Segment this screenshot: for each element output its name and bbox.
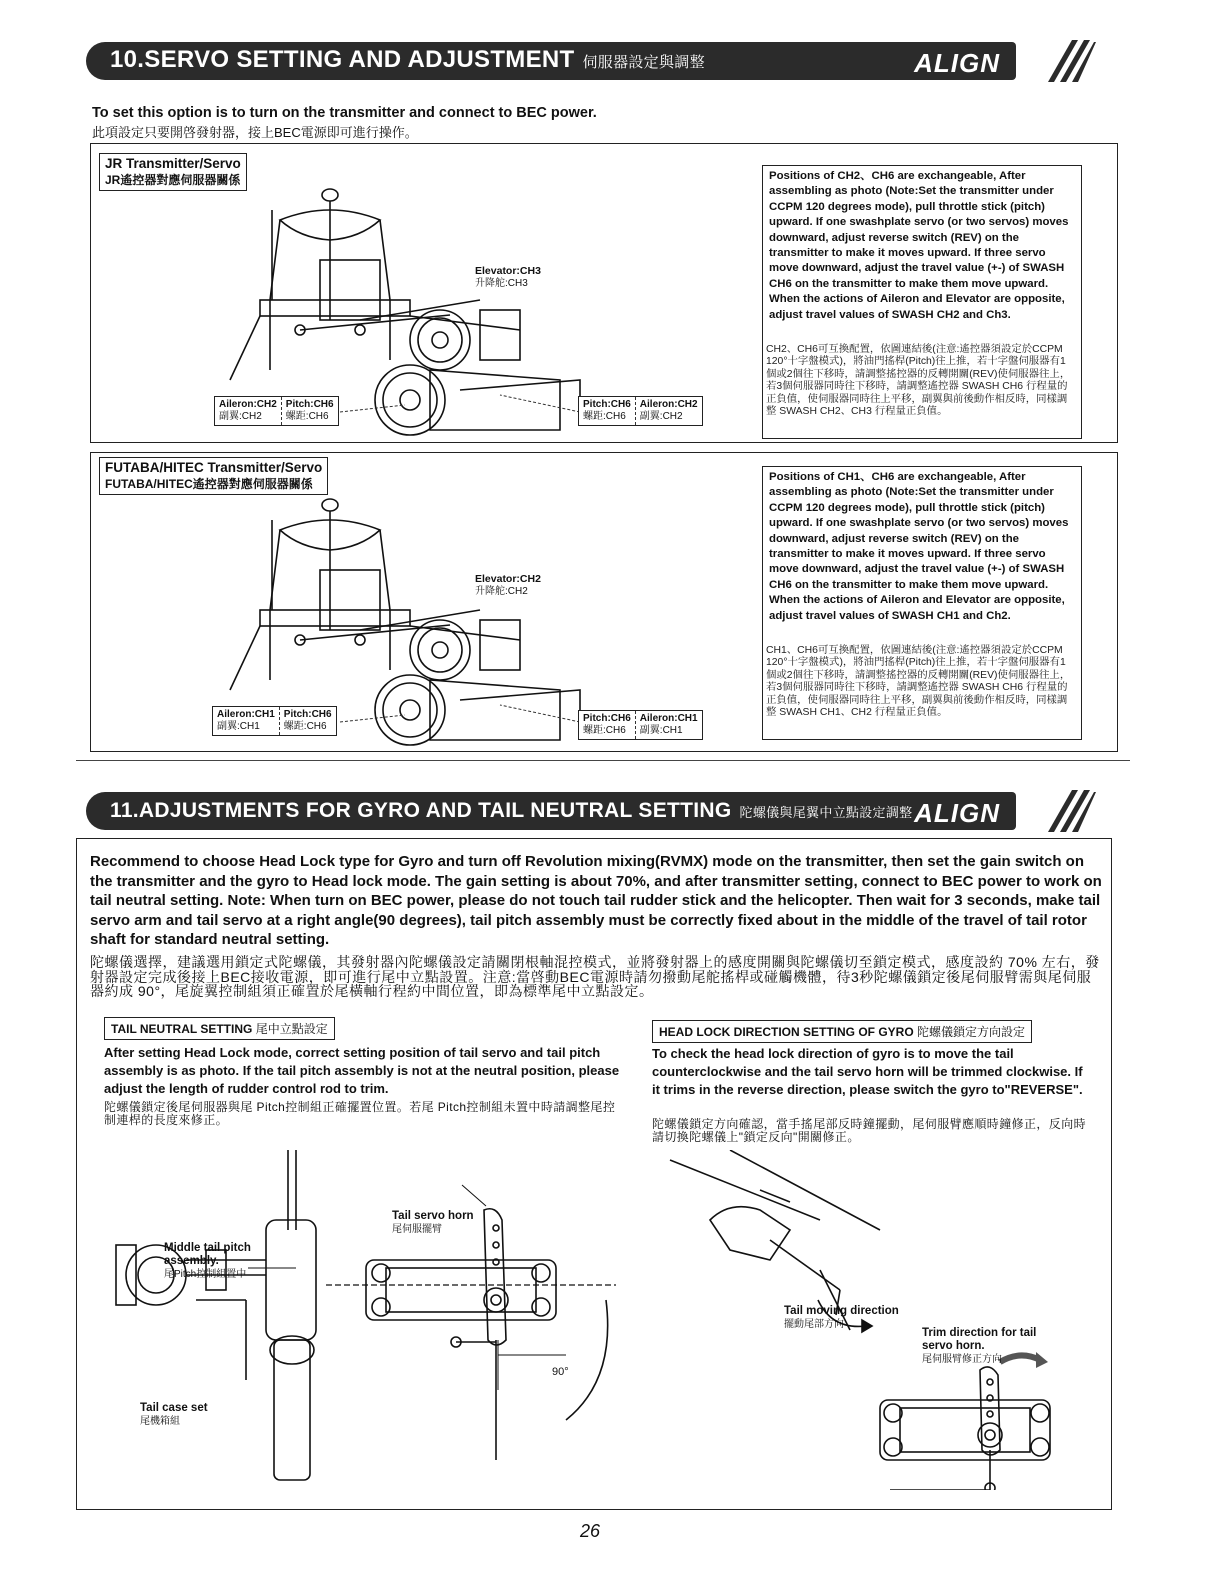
futaba-left-pitch-en: Pitch:CH6: [283, 709, 332, 720]
jr-right-aileron-en: Aileron:CH2: [639, 399, 698, 410]
page-number: 26: [580, 1521, 601, 1541]
tail-moving-label-zh: 擺動尾部方向: [784, 1319, 844, 1330]
head-lock-tag-en: HEAD LOCK DIRECTION SETTING OF GYRO: [659, 1025, 914, 1039]
jr-right-pitch-en: Pitch:CH6: [583, 399, 631, 410]
tail-servo-horn-label-en: Tail servo horn: [392, 1210, 474, 1222]
angle-label: 90°: [552, 1366, 569, 1378]
futaba-elevator-zh: 升降舵:CH2: [475, 586, 528, 597]
section10-intro-zh: 此項設定只要開啓發射器，接上BEC電源即可進行操作。: [92, 125, 418, 140]
futaba-left-pitch-zh: 螺距:CH6: [283, 721, 327, 732]
head-lock-body-zh: 陀螺儀鎖定方向確認，當手搖尾部反時鐘擺動，尾伺服臂應順時鐘修正，反向時請切換陀螺儀上"鎖定反向"開關修正。: [652, 1117, 1087, 1144]
jr-tag-en: JR Transmitter/Servo: [105, 156, 241, 171]
futaba-right-pitch-en: Pitch:CH6: [583, 713, 631, 724]
jr-right-aileron-chip: [636, 397, 702, 425]
tail-servo-horn-label: [392, 1210, 474, 1236]
jr-left-pitch-en: Pitch:CH6: [285, 399, 334, 410]
jr-left-chip-group: [214, 396, 339, 426]
tail-moving-label-en: Tail moving direction: [784, 1305, 899, 1317]
middle-tail-label: [164, 1242, 264, 1281]
futaba-right-aileron-en: Aileron:CH1: [639, 713, 698, 724]
futaba-note-zh: CH1、CH6可互換配置，依圖連結後(注意:遙控器須設定於CCPM 120°十字盤模式)，將油門搖桿(Pitch)往上推，若十字盤伺服器有1個或2個往下移時，請調整搖控器的反轉開關(REV)使伺服器往上，若3個伺服器同時往下移時，請調整遙控器 SWASH CH6 行程量的正負值，使伺服器同時往上平移，副翼與前後動作相反時，同樣調整 SWASH CH1、CH2 行程量正負值。: [766, 645, 1071, 719]
jr-tag-zh: JR遙控器對應伺服器關係: [105, 173, 241, 187]
tail-servo-horn-label-zh: 尾伺服擺臂: [392, 1224, 442, 1235]
futaba-right-chip-group: [578, 710, 703, 740]
trim-direction-label-zh: 尾伺服臂修正方向: [922, 1354, 1002, 1365]
jr-left-aileron-en: Aileron:CH2: [219, 399, 277, 410]
section-divider: [76, 760, 1130, 761]
futaba-right-pitch-chip: [579, 711, 636, 739]
tail-case-label: [140, 1402, 208, 1428]
futaba-tag-en: FUTABA/HITEC Transmitter/Servo: [105, 460, 323, 475]
head-lock-tag-zh: 陀螺儀鎖定方向設定: [917, 1025, 1026, 1039]
jr-elevator-label: [475, 265, 541, 290]
section10-banner: [86, 36, 1096, 84]
section11-title-en: 11.ADJUSTMENTS FOR GYRO AND TAIL NEUTRAL SETTING: [110, 799, 732, 822]
jr-left-pitch-zh: 螺距:CH6: [285, 411, 329, 422]
slash-marks-icon: [1026, 36, 1096, 86]
jr-left-aileron-chip: [215, 397, 282, 425]
section10-title-zh: 伺服器設定與調整: [582, 54, 705, 71]
futaba-left-aileron-zh: 副翼:CH1: [217, 721, 260, 732]
section10-intro-en: To set this option is to turn on the transmitter and connect to BEC power.: [92, 105, 597, 121]
jr-right-pitch-zh: 螺距:CH6: [583, 411, 626, 422]
tail-case-label-zh: 尾機箱組: [140, 1416, 180, 1427]
jr-right-pitch-chip: [579, 397, 636, 425]
tail-neutral-tag: [104, 1017, 335, 1040]
head-lock-tag: [652, 1020, 1032, 1043]
futaba-left-pitch-chip: [280, 707, 336, 735]
head-lock-body-en: To check the head lock direction of gyro is to move the tail counterclockwise and the tail servo horn will be trimmed clockwise. If it trims in the reverse direction, please switch the gyro to"REVERSE".: [652, 1046, 1083, 1097]
jr-right-chip-group: [578, 396, 703, 426]
section11-intro-en: Recommend to choose Head Lock type for Gyro and turn off Revolution mixing(RVMX) mode on the transmitter, then set the gain switch on the transmitter and the gyro to Head lock mode. The gain setting is about 70%, and after transmitter setting, connect to BEC power to work on tail neutral setting. Note: When turn on BEC power, please do not touch tail rudder stick and the helicopter. Then wait for 3 seconds, make tail servo arm and tail servo at a right angle(90 degrees), tail pitch assembly must be correctly fixed about in the middle of the travel of tail rotor shaft for standard neutral setting.: [90, 853, 1102, 949]
section10-title: [110, 46, 705, 74]
jr-note-en: Positions of CH2、CH6 are exchangeable, After assembling as photo (Note:Set the transmitter under CCPM 120 degrees mode), pull throttle stick (pitch) upward. If one swashplate servo (or two servos) moves downward, adjust reverse switch (REV) on the transmitter to make it moves upward. If three servo move downward, adjust the travel value (+-) of SWASH CH6 on the transmitter to make them move upward. When the actions of Aileron and Elevator are opposite, adjust travel values of SWASH CH2 and Ch3.: [769, 170, 1069, 321]
tail-neutral-tag-en: TAIL NEUTRAL SETTING: [111, 1022, 253, 1036]
jr-note-zh: CH2、CH6可互換配置，依圖連結後(注意:遙控器須設定於CCPM 120°十字盤模式)，將油門搖桿(Pitch)往上推，若十字盤伺服器有1個或2個往下移時，請調整搖控器的反轉開關(REV)使伺服器往上，若3個伺服器同時往下移時，請調整遙控器 SWASH CH6 行程量的正負值，使伺服器同時往上平移，副翼與前後動作相反時，同樣調整 SWASH CH2、CH3 行程量正負值。: [766, 344, 1071, 418]
section11-banner: [86, 786, 1096, 834]
section11-title-zh: 陀螺儀與尾翼中立點設定調整: [739, 805, 913, 820]
tail-moving-label: [784, 1305, 899, 1331]
section10-title-en: 10.SERVO SETTING AND ADJUSTMENT: [110, 46, 575, 73]
trim-direction-label: [922, 1327, 1042, 1366]
futaba-elevator-label: [475, 573, 541, 598]
section11-intro-zh: 陀螺儀選擇，建議選用鎖定式陀螺儀，其發射器內陀螺儀設定請關閉根軸混控模式，並將發射器上的感度開關與陀螺儀切至鎖定模式，感度設約 70% 左右，發射器設定完成後接上BEC接收電源，即可進行尾中立點設置。注意:當啓動BEC電源時請勿撥動尾舵搖桿或碰觸機體，待3秒陀螺儀鎖定後尾伺服臂需與尾伺服器約成 90°，尾旋翼控制組須正確置於尾橫軸行程約中間位置，即為標準尾中立點設定。: [90, 954, 1100, 999]
jr-elevator-zh: 升降舵:CH3: [475, 278, 528, 289]
trim-direction-label-en: Trim direction for tail servo horn.: [922, 1327, 1037, 1352]
jr-left-aileron-zh: 副翼:CH2: [219, 411, 262, 422]
align-logo: ALIGN: [914, 798, 1000, 828]
jr-elevator-en: Elevator:CH3: [475, 265, 541, 277]
futaba-note-en: Positions of CH1、CH6 are exchangeable, After assembling as photo (Note:Set the transmitter under CCPM 120 degrees mode), pull throttle stick (pitch) upward. If one swashplate servo (or two servos) moves downward, adjust reverse switch (REV) on the transmitter to make it moves upward. If three servo move downward, adjust the travel value (+-) of SWASH CH6 on the transmitter to make them move upward. When the actions of Aileron and Elevator are opposite, adjust travel values of SWASH CH1 and Ch2.: [769, 471, 1069, 622]
tail-assembly-diagram: [96, 1150, 626, 1490]
tail-case-label-en: Tail case set: [140, 1402, 208, 1414]
futaba-right-aileron-chip: [636, 711, 702, 739]
middle-tail-label-zh: 尾Pitch控制組置中: [164, 1269, 247, 1280]
futaba-left-aileron-en: Aileron:CH1: [217, 709, 275, 720]
tail-neutral-body-en: After setting Head Lock mode, correct setting position of tail servo and tail pitch assembly is as photo. If the tail pitch assembly is not at the neutral position, please adjust the length of rudder control rod to trim.: [104, 1045, 620, 1096]
jr-right-aileron-zh: 副翼:CH2: [639, 411, 683, 422]
tail-neutral-tag-zh: 尾中立點設定: [255, 1022, 328, 1036]
futaba-right-pitch-zh: 螺距:CH6: [583, 725, 626, 736]
futaba-right-aileron-zh: 副翼:CH1: [639, 725, 683, 736]
futaba-elevator-en: Elevator:CH2: [475, 573, 541, 585]
jr-left-pitch-chip: [282, 397, 338, 425]
futaba-left-chip-group: [212, 706, 337, 736]
align-logo: ALIGN: [914, 48, 1000, 78]
futaba-left-aileron-chip: [213, 707, 280, 735]
futaba-tag-zh: FUTABA/HITEC遙控器對應伺服器關係: [105, 477, 313, 491]
section11-title: [110, 796, 912, 824]
slash-marks-icon: [1026, 786, 1096, 836]
middle-tail-label-en: Middle tail pitch assembly.: [164, 1242, 251, 1267]
tail-neutral-body-zh: 陀螺儀鎖定後尾伺服器與尾 Pitch控制組正確擺置位置。若尾 Pitch控制組未置中時請調整尾控制連桿的長度來修正。: [104, 1100, 616, 1127]
